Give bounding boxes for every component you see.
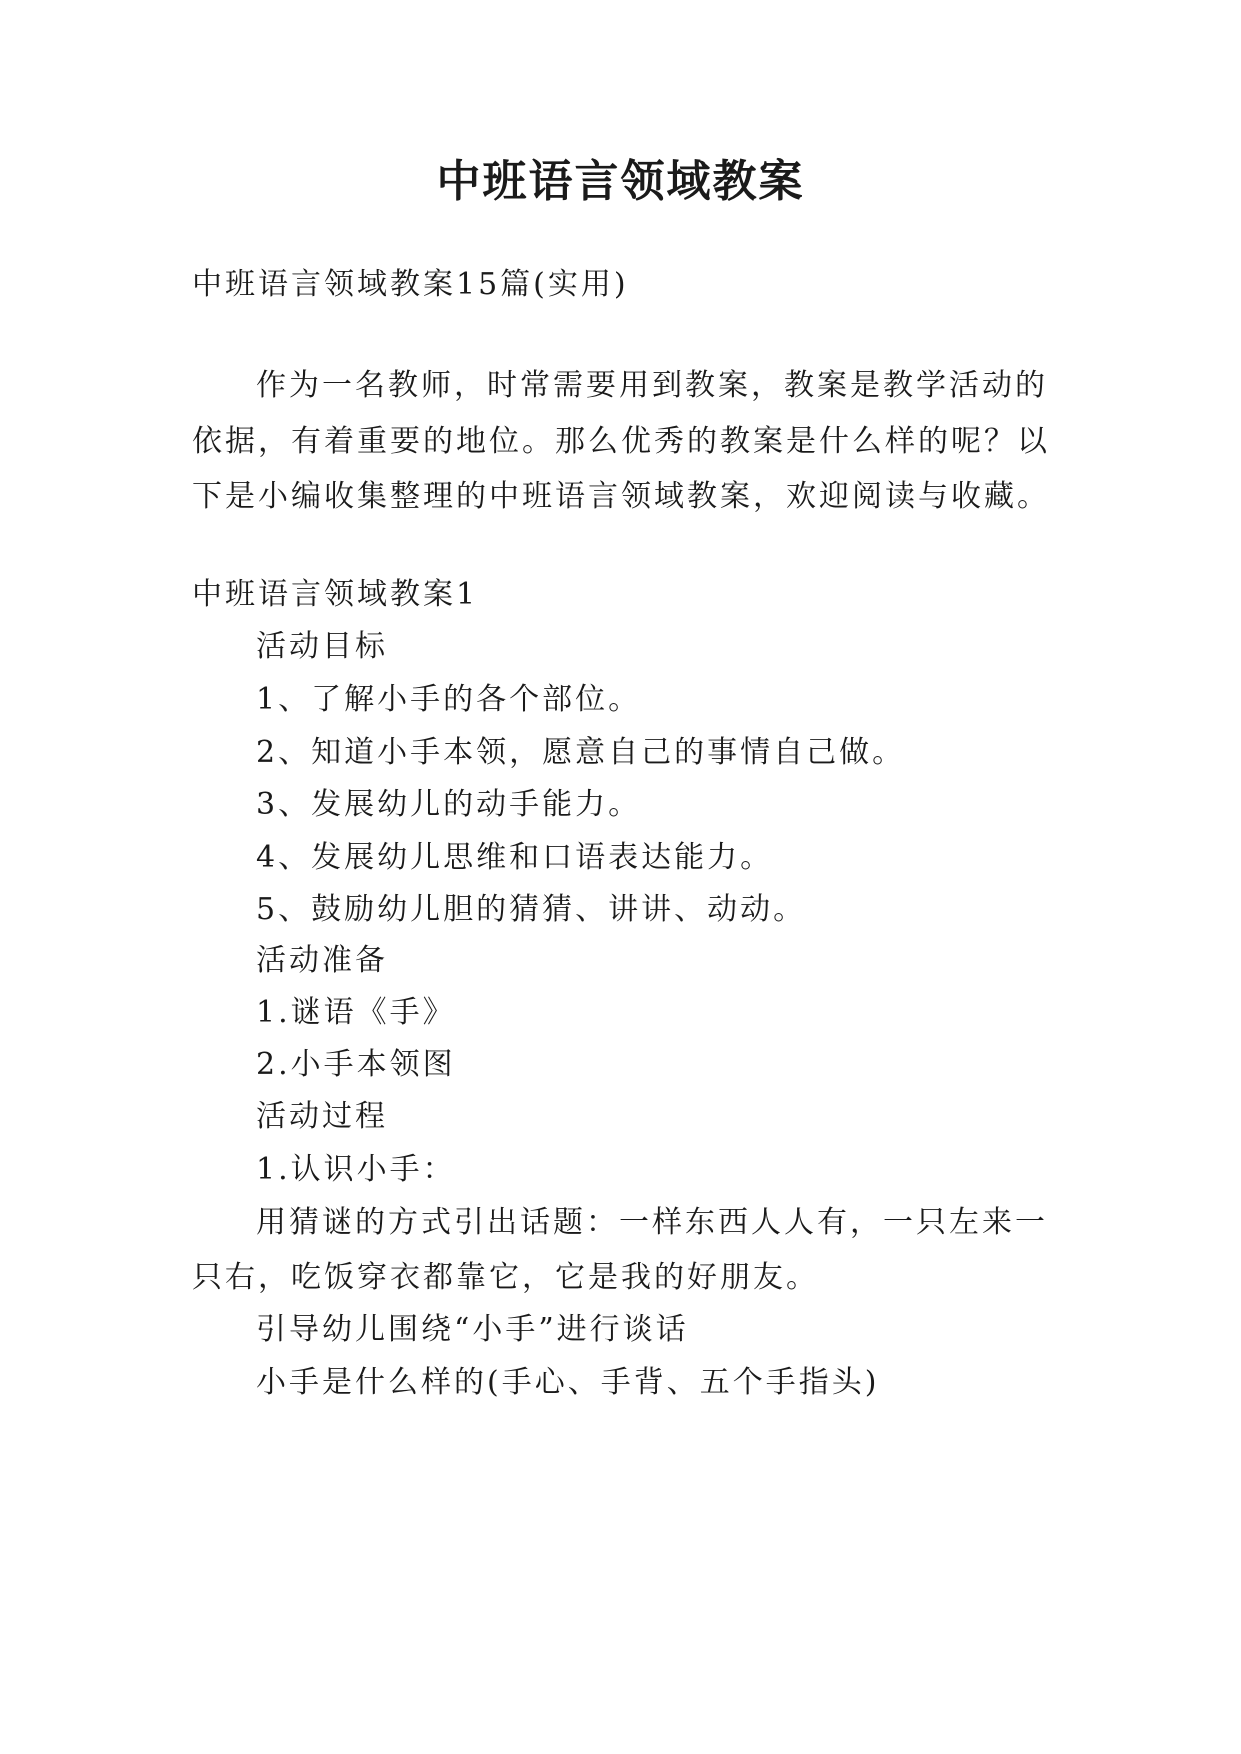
goal-item: 3、发展幼儿的动手能力。	[256, 787, 642, 822]
intro-line-2: 依据，有着重要的地位。那么优秀的教案是什么样的呢？以	[192, 424, 1050, 459]
process-heading: 活动过程	[256, 1099, 388, 1134]
document-title: 中班语言领域教案	[436, 156, 805, 207]
section-heading: 中班语言领域教案1	[192, 577, 479, 612]
intro-line-1: 作为一名教师，时常需要用到教案，教案是教学活动的	[256, 368, 1048, 403]
goals-heading: 活动目标	[256, 629, 388, 664]
goal-item: 2、知道小手本领，愿意自己的事情自己做。	[256, 735, 906, 770]
prep-heading: 活动准备	[256, 943, 388, 978]
prep-item: 1.谜语《手》	[256, 995, 456, 1030]
question-text: 小手是什么样的(手心、手背、五个手指头)	[256, 1365, 880, 1400]
goal-item: 1、了解小手的各个部位。	[256, 682, 642, 717]
goal-item: 4、发展幼儿思维和口语表达能力。	[256, 840, 774, 875]
goal-item: 5、鼓励幼儿胆的猜猜、讲讲、动动。	[256, 892, 807, 927]
prep-item: 2.小手本领图	[256, 1047, 456, 1082]
guide-text: 引导幼儿围绕“小手”进行谈话	[256, 1312, 689, 1347]
riddle-line-1: 用猜谜的方式引出话题：一样东西人人有，一只左来一	[256, 1205, 1048, 1240]
process-step: 1.认识小手：	[256, 1152, 456, 1187]
intro-line-3: 下是小编收集整理的中班语言领域教案，欢迎阅读与收藏。	[192, 479, 1050, 514]
document-subtitle: 中班语言领域教案15篇(实用)	[192, 267, 629, 302]
riddle-line-2: 只右，吃饭穿衣都靠它，它是我的好朋友。	[192, 1260, 819, 1295]
